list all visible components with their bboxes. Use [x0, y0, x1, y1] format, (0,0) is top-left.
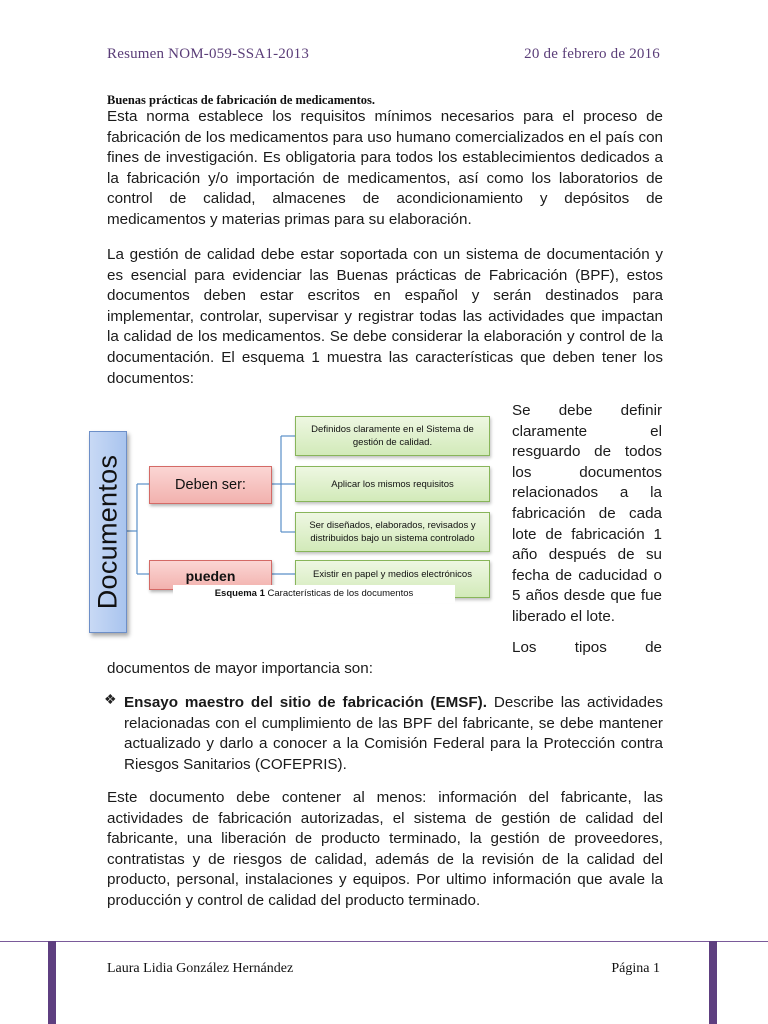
header-title: Resumen NOM-059-SSA1-2013 — [107, 46, 310, 62]
schema-diagram — [85, 408, 505, 640]
footer-bar-left — [48, 941, 56, 1024]
requirement-text-2: Aplicar los mismos requisitos — [331, 478, 454, 490]
paragraph-types: documentos de mayor importancia son: — [107, 660, 373, 677]
requirement-box-1 — [295, 416, 490, 456]
caption-text: Características de los documentos — [264, 588, 414, 599]
paragraph-intro: Esta norma establece los requisitos mínimos necesarios para el proceso de fabricación de los medicamentos para uso humano comercializados en el país con fines de investigación. Es obligatoria para todos los establecimientos dedicados a la fabricación y/o importación de medicamentos, así como los laboratorios de control de calidad, almacenes de acondicionamiento y depósitos de medicamentos y materias primas para su elaboración. — [107, 108, 663, 228]
footer-bar-right — [709, 941, 717, 1024]
footer-page-number: Página 1 — [611, 961, 660, 976]
paragraph-contents: Este documento debe contener al menos: información del fabricante, las actividades de fabricación autorizadas, el sistema de gestión de calidad del fabricante, una liberación de producto terminado, la gestión de proveedores, contratistas y de riesgos de calidad, además de la revisión de la calidad del producto, personal, instalaciones y equipos. Por ultimo información que avale la producción y control de calidad del producto terminado. — [107, 789, 663, 909]
footer-rule — [0, 941, 768, 942]
requirement-box-2 — [295, 466, 490, 502]
section-subtitle: Buenas prácticas de fabricación de medicamentos. — [107, 93, 376, 107]
footer-author: Laura Lidia González Hernández — [107, 961, 294, 976]
documentos-box — [89, 431, 127, 633]
requirement-text-3: Ser diseñados, elaborados, revisados y distribuidos bajo un sistema controlado — [309, 520, 476, 544]
bullet-emsf — [124, 693, 663, 775]
schema-caption — [173, 585, 455, 603]
documentos-label: Documentos — [92, 454, 123, 610]
bullet-emsf-text: Describe las actividades relacionadas con el cumplimiento de las BPF del fabricante, se debe mantener actualizado y darlo a conocer a la Comisión Federal para la Protección contra Riesgos Sanitarios (COFEPRIS). — [124, 694, 663, 773]
pueden-box: pueden — [149, 560, 272, 590]
deben-ser-box: Deben ser: — [149, 466, 272, 504]
paragraph-quality: La gestión de calidad debe estar soportada con un sistema de documentación y es esencial para evidenciar las Buenas prácticas de Fabricación (BPF), estos documentos deben estar escritos en español y serán destinados para implementar, controlar, supervisar y registrar todas las actividades que impactan la calidad de los medicamentos. Se debe considerar la elaboración y control de la documentación. El esquema 1 muestra las características que deben tener los documentos: — [107, 246, 663, 387]
requirement-text-1: Definidos claramente en el Sistema de gestión de calidad. — [311, 424, 474, 448]
side-paragraph: Se debe definir claramente el resguardo de todos los documentos relacionados a la fabricación de cada lote de fabricación 1 año después de su fecha de caducidad o 5 años desde que fue liberado el lote. — [512, 402, 662, 625]
bullet-diamond-icon: ❖ — [104, 691, 117, 707]
bullet-emsf-title: Ensayo maestro del sitio de fabricación (EMSF). — [124, 694, 487, 711]
requirement-text-4: Existir en papel y medios electrónicos — [313, 569, 472, 580]
header-date: 20 de febrero de 2016 — [524, 46, 660, 62]
side-paragraph-continued: Los tipos de — [512, 639, 662, 656]
caption-label: Esquema 1 — [214, 588, 265, 599]
requirement-box-3 — [295, 512, 490, 552]
